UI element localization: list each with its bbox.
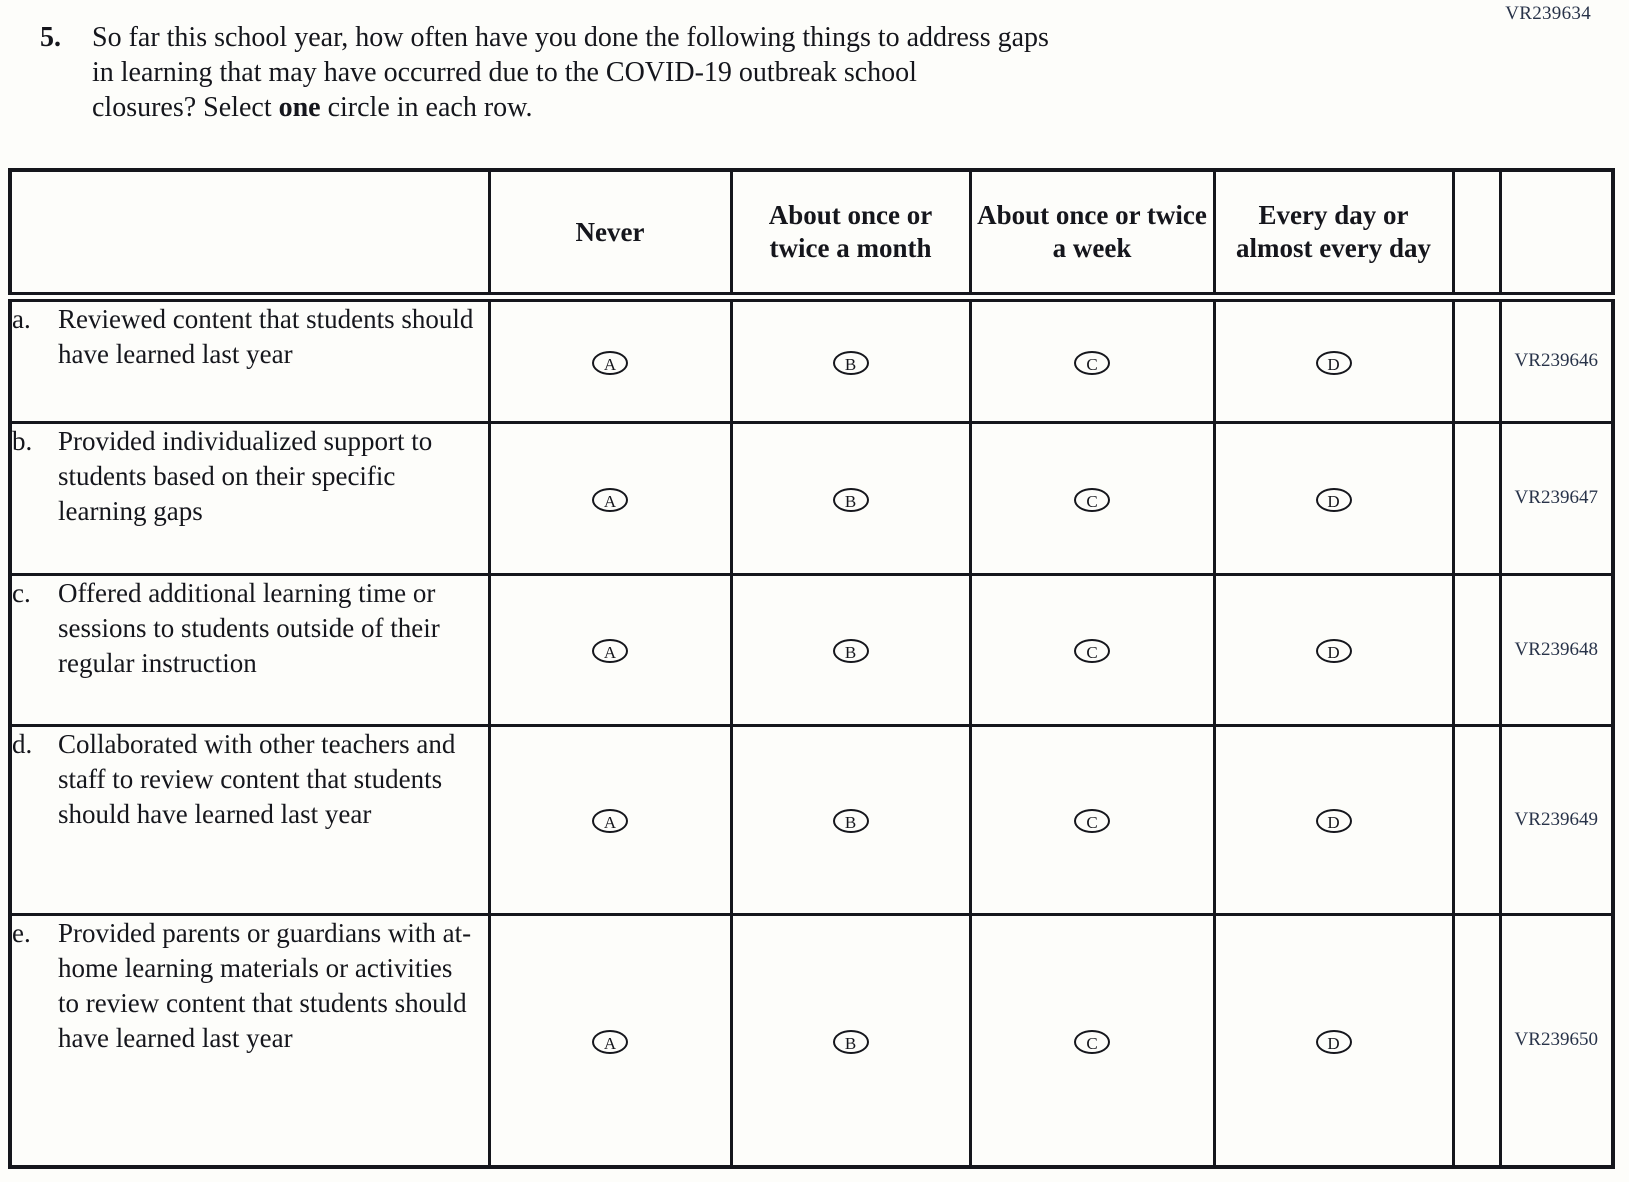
- option-bubble-d[interactable]: D: [1316, 639, 1352, 663]
- option-cell-month: [731, 574, 970, 725]
- statement-cell: [10, 725, 489, 914]
- option-bubble-a[interactable]: A: [592, 488, 628, 512]
- vr-code-cell: VR239650: [1500, 914, 1613, 1167]
- spacer-cell: [1453, 914, 1500, 1167]
- header-cell-once-twice-month: About once or twice a month: [731, 170, 970, 297]
- row-letter: d.: [12, 728, 33, 759]
- option-bubble-d[interactable]: D: [1316, 809, 1352, 833]
- option-cell-week: [970, 297, 1214, 422]
- statement-cell: [10, 297, 489, 422]
- option-cell-week: [970, 914, 1214, 1167]
- option-cell-everyday: [1214, 297, 1453, 422]
- option-bubble-b[interactable]: B: [833, 639, 869, 663]
- row-statement: Provided parents or guardians with at-home learning materials or activities to review content that students should have learned last year: [58, 917, 472, 1053]
- question-line-3: closures? Select one circle in each row.: [92, 92, 533, 123]
- option-cell-never: [489, 422, 731, 574]
- question-block: [40, 20, 1520, 125]
- header-cell-once-twice-week: About once or twice a week: [970, 170, 1214, 297]
- row-letter: a.: [12, 304, 31, 334]
- option-cell-everyday: [1214, 422, 1453, 574]
- header-cell-never: Never: [489, 170, 731, 297]
- row-letter: e.: [12, 917, 31, 948]
- option-bubble-c[interactable]: C: [1074, 351, 1110, 375]
- option-bubble-c[interactable]: C: [1074, 809, 1110, 833]
- vr-code-cell: VR239646: [1500, 297, 1613, 422]
- spacer-cell: [1453, 297, 1500, 422]
- row-letter: b.: [12, 425, 33, 456]
- option-bubble-d[interactable]: D: [1316, 488, 1352, 512]
- option-bubble-d[interactable]: D: [1316, 1030, 1352, 1054]
- question-line-2: in learning that may have occurred due to the COVID-19 outbreak school: [92, 57, 917, 88]
- page-code: VR239634: [1505, 3, 1591, 24]
- row-statement: Reviewed content that students should have learned last year: [58, 304, 474, 369]
- header-cell-vr-code: [1500, 170, 1613, 297]
- header-cell-statement: [10, 170, 489, 297]
- survey-matrix-table: [8, 168, 1615, 1169]
- row-statement: Collaborated with other teachers and staff to review content that students should have learned last year: [58, 728, 456, 829]
- option-cell-never: [489, 914, 731, 1167]
- option-cell-never: [489, 297, 731, 422]
- option-cell-month: [731, 422, 970, 574]
- option-cell-everyday: [1214, 574, 1453, 725]
- option-bubble-c[interactable]: C: [1074, 488, 1110, 512]
- option-cell-month: [731, 914, 970, 1167]
- header-cell-spacer: [1453, 170, 1500, 297]
- table-row-d: [10, 725, 1613, 914]
- option-bubble-c[interactable]: C: [1074, 1030, 1110, 1054]
- option-cell-everyday: [1214, 914, 1453, 1167]
- header-row: [10, 170, 1613, 297]
- option-cell-never: [489, 574, 731, 725]
- option-cell-month: [731, 297, 970, 422]
- row-statement: Provided individualized support to students based on their specific learning gaps: [58, 425, 433, 526]
- vr-code-cell: VR239647: [1500, 422, 1613, 574]
- option-bubble-a[interactable]: A: [592, 1030, 628, 1054]
- table-row-b: [10, 422, 1613, 574]
- option-cell-never: [489, 725, 731, 914]
- question-bold-word: one: [278, 92, 321, 123]
- option-bubble-b[interactable]: B: [833, 1030, 869, 1054]
- statement-cell: [10, 914, 489, 1167]
- option-bubble-b[interactable]: B: [833, 351, 869, 375]
- spacer-cell: [1453, 422, 1500, 574]
- option-cell-week: [970, 422, 1214, 574]
- option-cell-everyday: [1214, 725, 1453, 914]
- option-cell-week: [970, 574, 1214, 725]
- question-text: [92, 20, 1520, 125]
- header-cell-every-day: Every day or almost every day: [1214, 170, 1453, 297]
- option-bubble-a[interactable]: A: [592, 639, 628, 663]
- statement-cell: [10, 574, 489, 725]
- spacer-cell: [1453, 725, 1500, 914]
- row-letter: c.: [12, 577, 31, 608]
- option-bubble-b[interactable]: B: [833, 488, 869, 512]
- option-bubble-c[interactable]: C: [1074, 639, 1110, 663]
- option-bubble-d[interactable]: D: [1316, 351, 1352, 375]
- statement-cell: [10, 422, 489, 574]
- question-line-1: So far this school year, how often have you done the following things to address gaps: [92, 22, 1049, 53]
- spacer-cell: [1453, 574, 1500, 725]
- option-bubble-a[interactable]: A: [592, 351, 628, 375]
- table-row-c: [10, 574, 1613, 725]
- vr-code-cell: VR239648: [1500, 574, 1613, 725]
- question-number: 5.: [40, 22, 61, 53]
- table-row-a: [10, 297, 1613, 422]
- option-bubble-a[interactable]: A: [592, 809, 628, 833]
- vr-code-cell: VR239649: [1500, 725, 1613, 914]
- option-cell-month: [731, 725, 970, 914]
- table-row-e: [10, 914, 1613, 1167]
- row-statement: Offered additional learning time or sessions to students outside of their regular instruction: [58, 577, 440, 678]
- option-bubble-b[interactable]: B: [833, 809, 869, 833]
- option-cell-week: [970, 725, 1214, 914]
